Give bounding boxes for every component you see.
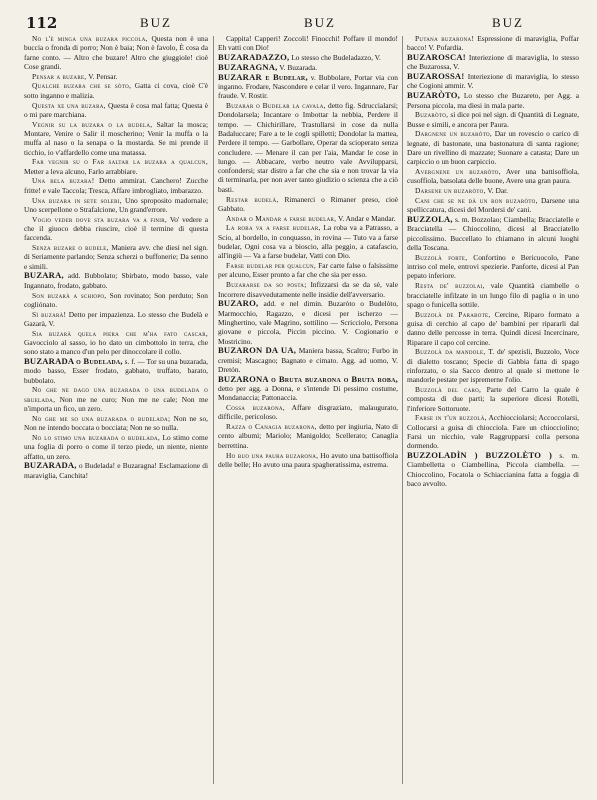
running-head-left: BUZ — [140, 15, 172, 30]
headword-entry — [407, 53, 579, 72]
entry-definition: La roba va a Patrasso, a Scio, al bordello, in conquasso, in rovina — Tuto va a farse budelar, Ogni cosa va a bioscio, alla peggio, a catafascio, all'ingiù — Va a farse budelar, Vatti con Dio. — [218, 223, 398, 261]
entry-headword: Pensar a buzare, — [32, 71, 87, 81]
subentry — [218, 101, 398, 194]
entry-definition: Parte del Carro la quale è composta di due parti; la superiore dicesi Rotelli, l'inferiore Sottoruote. — [407, 384, 579, 413]
entry-headword: BUZARÒTO, — [407, 90, 460, 101]
entry-headword: Restar budelà, — [226, 194, 279, 204]
entry-definition: Maniera bassa, Scaltro; Furbo in cremisi; Mascagno; Bagnato e cimato. Agg. ad uomo, V. Dretón. — [218, 346, 398, 374]
subentry — [218, 214, 398, 223]
entry-headword: Son buzarà a schiopo, — [32, 290, 107, 300]
entry-headword: BUZARAGNA, — [218, 61, 278, 72]
entry-definition: Lo stesso che Budeladazzo, V. — [291, 53, 381, 63]
entry-headword: Razza o Canagia buzarona, — [226, 422, 317, 432]
headword-entry — [407, 72, 579, 91]
subentry — [24, 310, 208, 329]
entry-definition: Confortino e Bericuocolo, Pane intriso col mele, entrovi spezierie. Panforte, dicesi al Pan pepato inferiore. — [407, 252, 579, 281]
entry-headword: Sì buzarà! — [32, 309, 67, 319]
subentry — [24, 433, 208, 461]
entry-definition: Detto per impazienza. Lo stesso che Budelà e Gazarà, V. — [24, 309, 208, 328]
entry-definition: Interiezione di maraviglia, lo stesso che Buzarossa, V. — [407, 53, 579, 72]
entry-headword: BUZARADAZZO, — [218, 52, 290, 63]
entry-headword: BUZZOLA, — [407, 214, 453, 225]
headword-entry — [218, 346, 398, 374]
subentry — [407, 110, 579, 129]
entry-definition: V. Andar e Mandar. — [337, 213, 396, 223]
headword-entry — [407, 451, 579, 488]
entry-headword: Buzzolà da mandole, — [415, 347, 486, 357]
headword-entry — [407, 215, 579, 252]
subentry — [218, 223, 398, 260]
subentry — [24, 385, 208, 413]
subentry — [407, 385, 579, 413]
subentry — [24, 34, 208, 71]
entry-headword: Farse in t'un buzzolà, — [415, 413, 487, 423]
entry-definition: Non ne so, Non ne intendo boccata o bocciata; Non ne so nulla. — [24, 413, 208, 433]
entry-definition: Far carte false o falsissime per alcuno, Esser pronto a far che che sia per esso. — [218, 261, 398, 280]
entry-headword: Una bela buzara! — [32, 176, 95, 186]
subentry — [24, 329, 208, 357]
entry-headword: No ghe me so una buzarada o budelada; — [32, 413, 171, 423]
entry-headword: BUZARONA o Bruta buzarona o Bruta roba, — [218, 373, 398, 384]
entry-headword: La roba va a farse budelar, — [226, 223, 321, 233]
subentry — [24, 120, 208, 157]
subentry — [407, 186, 579, 195]
subentry — [407, 196, 579, 215]
entry-definition: s. m. Bozzolao; Ciambella; Bracciatelle e Bracciatella — Chioccolino, dicesi al Bracciatello piccolissimo. Buccellato lo chiamano in alcuni luoghi della Toscana. — [407, 215, 579, 253]
entry-headword: BUZARADA, — [24, 460, 77, 471]
subentry — [218, 403, 398, 422]
page-header — [26, 14, 574, 36]
entry-definition: add. e nel dimin. Buzaròto o Budelòto, Marmocchio, Ragazzo, e dicesi per ischerzo — Minghertino, vale Magrino, sottilino — Scricciolo, Persona giovane e piccola, Piccin piccino. V. Cogionario e Mostricino. — [218, 299, 398, 346]
entry-definition: Aver una battisoffiola, cusoffiola, batsolata delle buone, Avere una gran paura. — [407, 167, 579, 186]
entry-headword: BUZARADA o Budelada, — [24, 356, 123, 367]
entry-headword: Andar o Mandar a farse budelar, — [226, 213, 337, 223]
column-2 — [218, 34, 398, 794]
entry-definition: V. Buzarada. — [279, 62, 318, 72]
entry-definition: Ho avuto una battisoffiola delle belle; Ho avuto una paura spagheratissima, estrema. — [218, 450, 398, 469]
entry-headword: Buzzolà forte, — [415, 252, 468, 262]
subentry — [218, 261, 398, 280]
headword-entry — [218, 299, 398, 345]
subentry — [24, 81, 208, 100]
entry-definition: v. Bubbolare, Portar via con inganno. Frodare, Nascondere e celar il vero. Ingannare, Far fraude. V. Rostir. — [218, 72, 398, 101]
entry-definition: Questa non è una buccia o fronda di porro; Non è baia; Non è favolo, È cosa da farne conto. — Altro che buzare! Altro che giuggiole! cioè Cose grandi. — [24, 34, 208, 71]
subentry — [407, 347, 579, 384]
entry-definition: add. Bubbolato; Sbirbato, modo basso, vale Ingannato, frodato, gabbato. — [24, 271, 208, 290]
entry-headword: Buzzolà de Parabote, — [415, 309, 491, 319]
subentry — [407, 310, 579, 347]
subentry — [24, 414, 208, 433]
entry-headword: Vogio veder dove sta buzara va a finir, — [32, 214, 168, 224]
subentry — [24, 291, 208, 310]
subentry — [24, 101, 208, 120]
entry-headword: Buzarar o Budelar la cavala, — [226, 101, 326, 111]
entry-definition: Cappita! Capperi! Zoccoli! Finocchi! Poffare il mondo! Eh vatti con Dio! — [218, 34, 398, 53]
entry-definition: Gatta ci cova, cioè C'è sotto inganno e malizia. — [24, 81, 208, 100]
entry-headword: BUZARA, — [24, 270, 64, 281]
entry-definition: Rimanerci o Rimaner preso, cioè Gabbato. — [218, 194, 398, 213]
column-rule-2 — [402, 36, 403, 784]
entry-definition: Interiezione di maraviglia, lo stesso che Cogioni ammir. V. — [407, 72, 579, 91]
running-head-center: BUZ — [304, 15, 336, 30]
entry-headword: BUZARO, — [218, 298, 259, 309]
entry-headword: Buzzolà del caro, — [415, 384, 482, 394]
headword-entry — [218, 73, 398, 101]
subentry — [218, 34, 398, 53]
headword-entry — [407, 91, 579, 110]
subentry — [24, 243, 208, 271]
column-3 — [407, 34, 579, 794]
entry-definition: T. de' spezisli, Buzzolo, Voce di dialetto toscano; Specie di Gabbia fatta di spago rinforzato, o sia Sacco dentro al quale si mettone le mandorle pestate per ispremerne l'olio. — [407, 347, 579, 385]
entry-headword: No ghe ne dago una buzarada o una budelada o sbuelada, — [24, 385, 208, 404]
entry-definition: Gavocciolo al sasso, io ho dato un cimbottolo in terra, che sono stato a manco d'un pelo per dinoccolare il collo. — [24, 338, 208, 357]
entry-definition: Lo stimo come una foglia di porro o come il terzo piede, un niente, niente affatto, un zero. — [24, 432, 208, 461]
subentry — [407, 281, 579, 309]
entry-headword: No l'è minga una buzara piccola, — [32, 34, 148, 43]
entry-headword: Dargnene un buzaròto, — [415, 129, 493, 139]
entry-headword: Cani che se ne dà un bon buzaròto, — [415, 196, 538, 206]
entry-headword: BUZARON DA UA, — [218, 345, 297, 356]
entry-definition: Uno sproposito madornale; Uno scerpellone o Strafalcione, Un grand'errore. — [24, 195, 208, 214]
entry-headword: BUZAROSSA! — [407, 71, 465, 82]
entry-definition: Son rovinato; Son perduto; Son cogliónato. — [24, 290, 208, 309]
subentry — [407, 34, 579, 53]
headword-entry — [24, 271, 208, 290]
entry-headword: Buzararse da so posta; — [226, 280, 307, 290]
subentry — [24, 196, 208, 215]
entry-headword: Qualche buzara che se sòto, — [32, 81, 132, 91]
headword-entry — [24, 461, 208, 480]
subentry — [218, 422, 398, 450]
entry-headword: Farse budelar per qualcun, — [226, 261, 317, 271]
entry-headword: Far vegnir su o Far saltar la buzara a qualcun, — [32, 157, 208, 167]
entry-definition: Darsene una spelliccatura, dicesi del Mordersi de' cani. — [407, 196, 579, 215]
entry-definition: V. Dar. — [487, 186, 509, 196]
subentry — [407, 167, 579, 186]
column-rule-1 — [213, 36, 214, 784]
entry-definition: Maniera avv. che diesi nel sign. di Seriamente parlando; Senza scherzi o buffonerie; Da senno e simili. — [24, 243, 208, 271]
entry-definition: vale Quantità ciambelle o bracciatelle infilzate in un lungo filo di paglia o in uno spago o funicella sottile. — [407, 281, 579, 309]
entry-headword: Una buzara in sete soleri, — [32, 195, 122, 205]
entry-definition: s. f. — Tor su una buzarada, modo basso, Esser frodato, gabbato, truffato, barato, bubbolato. — [24, 357, 208, 385]
entry-headword: Ho buo una paura buzarona, — [226, 450, 319, 460]
entry-definition: Lo stesso che Buzareto, per Agg. a Persona piccola, ma diesi in mala parte. — [407, 91, 579, 110]
headword-entry — [24, 357, 208, 385]
entry-definition: s. m. Ciambelletta o Ciambellina, Piccola ciambella. — Chioccolino, Focatola o Schiaccianina fatta a foggia di baco avvolto. — [407, 451, 579, 488]
subentry — [218, 195, 398, 214]
entry-definition: Non me ne curo; Non me ne cale; Non me n'importa un fico, un zero. — [24, 394, 208, 414]
subentry — [24, 157, 208, 176]
entry-headword: Resta de' buzzolai, — [415, 281, 485, 291]
subentry — [24, 215, 208, 243]
entry-definition: o Budelada! e Buzaragna! Esclamazione di maraviglia, Canchita! — [24, 461, 208, 480]
entry-headword: Avergnene un buzaròto, — [415, 167, 501, 177]
subentry — [24, 176, 208, 195]
subentry — [407, 129, 579, 166]
entry-headword: Putana buzarona! — [415, 34, 475, 43]
entry-definition: Vo' vedere a che il giuoco debba riuscire, cioè il termine di questa faccenda. — [24, 214, 208, 243]
entry-definition: si dice poi nel sign. di Quantità di Legnate, Busse e simili, e ancora per Paura. — [407, 110, 579, 129]
entry-definition: Dar un rovescio o carico di legnate, di bastonate, una bastonatura di santa ragione; Dare un rivellino di mazzate; Suonare a catasta; Dare un carpiccio o un buon carpiccio. — [407, 129, 579, 167]
entry-headword: Cossa buzarona, — [226, 403, 285, 413]
entry-definition: detto fig. Sdruccialarsi; Dondolarsela; Incantare o Imbottar la nebbia, Perdere il tempo. — Chichirillare, Trastullarsi in cose da nulla Badaluccare; Fare a te le cogli spilletti; Dondolar la mattea, Perdere il tempo. — Garbollare, Operar da scioperato senza concludere. — Menare il can per l'aia, Mandar le cose in lungo. — Abbacare, verbo neutro vale Avvilupparsi, confondersi; star distro a far che che sia e non trovar la via di terminarla, per non aver tanto giudizio o scienza che a ciò basti. — [218, 101, 398, 194]
subentry — [218, 451, 398, 470]
subentry — [407, 413, 579, 450]
entry-definition: Acchiocciolarsi; Accoccolarsi, Collocarsi a guisa di chiocciola. Fare un chiocciolino; Farsi un nicchio, vale Raggrupparsi colla persona dormendo. — [407, 413, 579, 451]
entry-definition: detto per agg. a Donna, e s'intende Di pessimo costume, Mondanaccia; Pattonaccia. — [218, 383, 398, 403]
entry-definition: V. Pensar. — [88, 71, 118, 81]
headword-entry — [218, 375, 398, 403]
entry-definition: Questa è cosa mal fatta; Questa è o mi pare marchiana. — [24, 100, 208, 119]
entry-definition: Infizzarsi da se da sè, vale Incorrere disavvedutamente nelle insidie dell'avversario. — [218, 280, 398, 299]
entry-definition: Affare disgraziato, malaugurato, difficile, pericoloso. — [218, 403, 398, 422]
entry-headword: BUZAROSCA! — [407, 52, 466, 63]
entry-definition: Espressione di maraviglia, Poffar bacco! V. Pofardia. — [407, 34, 579, 53]
subentry — [24, 72, 208, 81]
page-number: 112 — [26, 14, 58, 32]
entry-definition: Saltar la mosca; Montare, Venire o Salir il moscherino; Venir la muffa o la muffa al naso o la senapa o la mostarda. Se mi prende il ticchio, io v'affardello come una matassa. — [24, 119, 208, 157]
entry-headword: BUZARAR e Budelar, — [218, 71, 308, 82]
entry-headword: Sia buzarà quela piera che m'ha fato cascar, — [32, 328, 208, 338]
running-head-right: BUZ — [492, 15, 524, 30]
entry-definition: Detto ammirat. Canchero! Zucche fritte! e vale Taccola; Tresca, Affare imbrogliato, imbarazzo. — [24, 176, 208, 195]
entry-headword: Senza buzare o budele, — [32, 243, 109, 253]
subentry — [218, 280, 398, 299]
entry-headword: BUZZOLADÌN ) BUZZOLÈTO ) — [407, 450, 553, 461]
column-1 — [24, 34, 208, 794]
entry-headword: Questa xe una buzara, — [32, 100, 106, 110]
entry-headword: No lo stimo una buzarada o budelada, — [32, 432, 161, 442]
entry-headword: Buzaròto, — [415, 110, 449, 120]
subentry — [407, 253, 579, 281]
entry-headword: Darsene un buzaròto, — [415, 186, 486, 196]
entry-definition: detto per ingiuria, Nato di cento albumi; Mariolo; Manigoldo; Scellerato; Canaglia berrettina. — [218, 422, 398, 450]
entry-definition: Metter a leva alcuno, Farlo arrabbiare. — [24, 166, 138, 176]
entry-headword: Vegnir su la buzara o la budela, — [32, 119, 153, 129]
entry-definition: Cercine, Riparo formato a guisa di cerchio al capo de' bambini per ripararli dal danno delle percosse in terra. Quindi dicesi Incercinare, Riparare il capo col cercine. — [407, 309, 579, 347]
